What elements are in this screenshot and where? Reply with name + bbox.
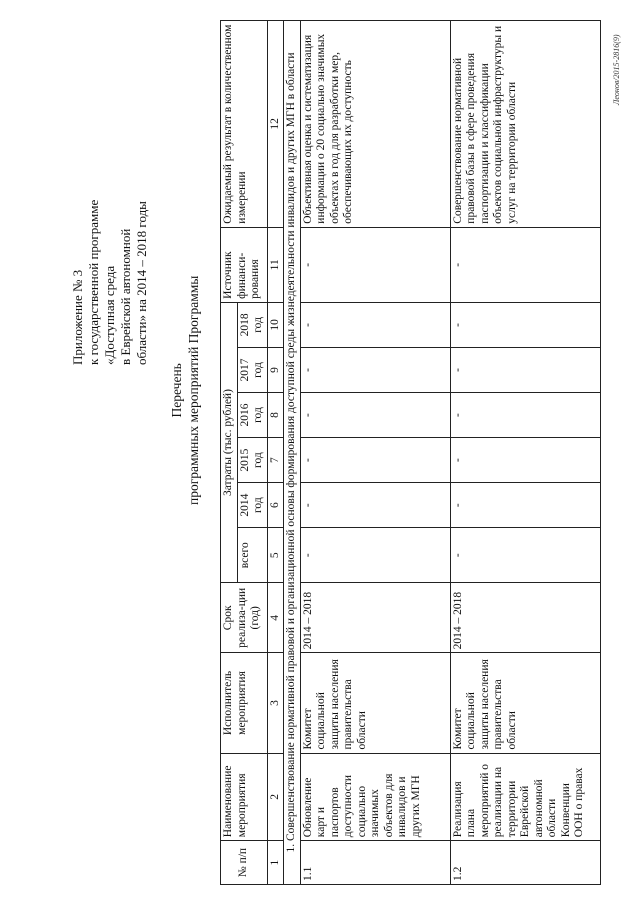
header-row	[221, 21, 238, 885]
row-y2016: -	[450, 393, 600, 438]
section-row	[284, 21, 301, 885]
footer-code: Леонов/2015-2816(9)	[612, 34, 621, 105]
colnum: 4	[267, 583, 284, 653]
header-year-2018: 2018 год	[237, 302, 267, 347]
appendix-line: в Еврейской автономной	[118, 228, 133, 365]
colnum: 9	[267, 347, 284, 392]
row-y2018: -	[300, 302, 450, 347]
row-result: Объективная оценка и систематизация информации о 20 социально значимых объектах в год для разработки мер, обеспечивающих их доступность	[300, 21, 450, 228]
row-result: Совершенствование нормативной правовой базы в сфере проведения паспортизации и классификации объектов социальной инфраструктуры и услуг на территории области	[450, 21, 600, 228]
header-term: Срок реализа-ции (год)	[221, 583, 268, 653]
appendix-line: «Доступная среда	[102, 265, 117, 365]
document-title	[168, 276, 202, 505]
colnum: 1	[267, 841, 284, 885]
header-executor: Исполнитель мероприятия	[221, 653, 268, 753]
header-num: № п/п	[221, 841, 268, 885]
title-line: Перечень	[169, 363, 184, 418]
colnum: 6	[267, 483, 284, 528]
colnum: 7	[267, 438, 284, 483]
header-year-2017: 2017 год	[237, 347, 267, 392]
header-name: Наименование мероприятия	[221, 753, 268, 841]
row-total: -	[450, 528, 600, 583]
colnum: 11	[267, 227, 284, 302]
appendix-line: к государственной программе	[86, 199, 101, 365]
header-year-2014: 2014 год	[237, 483, 267, 528]
row-source: -	[450, 227, 600, 302]
row-num: 1.2	[450, 841, 600, 885]
header-source: Источник финанси-рования	[221, 227, 268, 302]
row-y2014: -	[450, 483, 600, 528]
colnum: 2	[267, 753, 284, 841]
section-title: 1. Совершенствование нормативной правовой и организационной основы формирования доступной среды жизнедеятельности инвалидов и других МГН в области	[284, 21, 301, 885]
column-number-row	[267, 21, 284, 885]
row-total: -	[300, 528, 450, 583]
row-y2015: -	[300, 438, 450, 483]
appendix-line: Приложение № 3	[70, 269, 85, 365]
row-source: -	[300, 227, 450, 302]
header-costs: Затраты (тыс. рублей)	[221, 302, 238, 582]
table-row	[300, 21, 450, 885]
colnum: 3	[267, 653, 284, 753]
row-y2015: -	[450, 438, 600, 483]
row-executor: Комитет социальной защиты населения правительства области	[450, 653, 600, 753]
header-result: Ожидаемый результат в количественном измерении	[221, 21, 268, 228]
row-y2016: -	[300, 393, 450, 438]
header-total: всего	[237, 528, 267, 583]
row-y2018: -	[450, 302, 600, 347]
appendix-line: области» на 2014 – 2018 годы	[134, 201, 149, 365]
colnum: 5	[267, 528, 284, 583]
header-year-2016: 2016 год	[237, 393, 267, 438]
row-num: 1.1	[300, 841, 450, 885]
colnum: 12	[267, 21, 284, 228]
appendix-block	[70, 200, 150, 365]
colnum: 10	[267, 302, 284, 347]
row-term: 2014 – 2018	[300, 583, 450, 653]
colnum: 8	[267, 393, 284, 438]
header-year-2015: 2015 год	[237, 438, 267, 483]
row-name: Обновление карт и паспортов доступности социально значимых объектов для инвалидов и других МГН	[300, 753, 450, 841]
row-y2017: -	[300, 347, 450, 392]
table-row	[450, 21, 600, 885]
row-name: Реализация плана мероприятий о реализации на территории Еврейской автономной области Конвенции ООН о правах	[450, 753, 600, 841]
row-executor: Комитет социальной защиты населения правительства области	[300, 653, 450, 753]
title-line: программных мероприятий Программы	[186, 275, 201, 505]
row-y2014: -	[300, 483, 450, 528]
row-y2017: -	[450, 347, 600, 392]
row-term: 2014 – 2018	[450, 583, 600, 653]
measures-table	[220, 20, 601, 885]
